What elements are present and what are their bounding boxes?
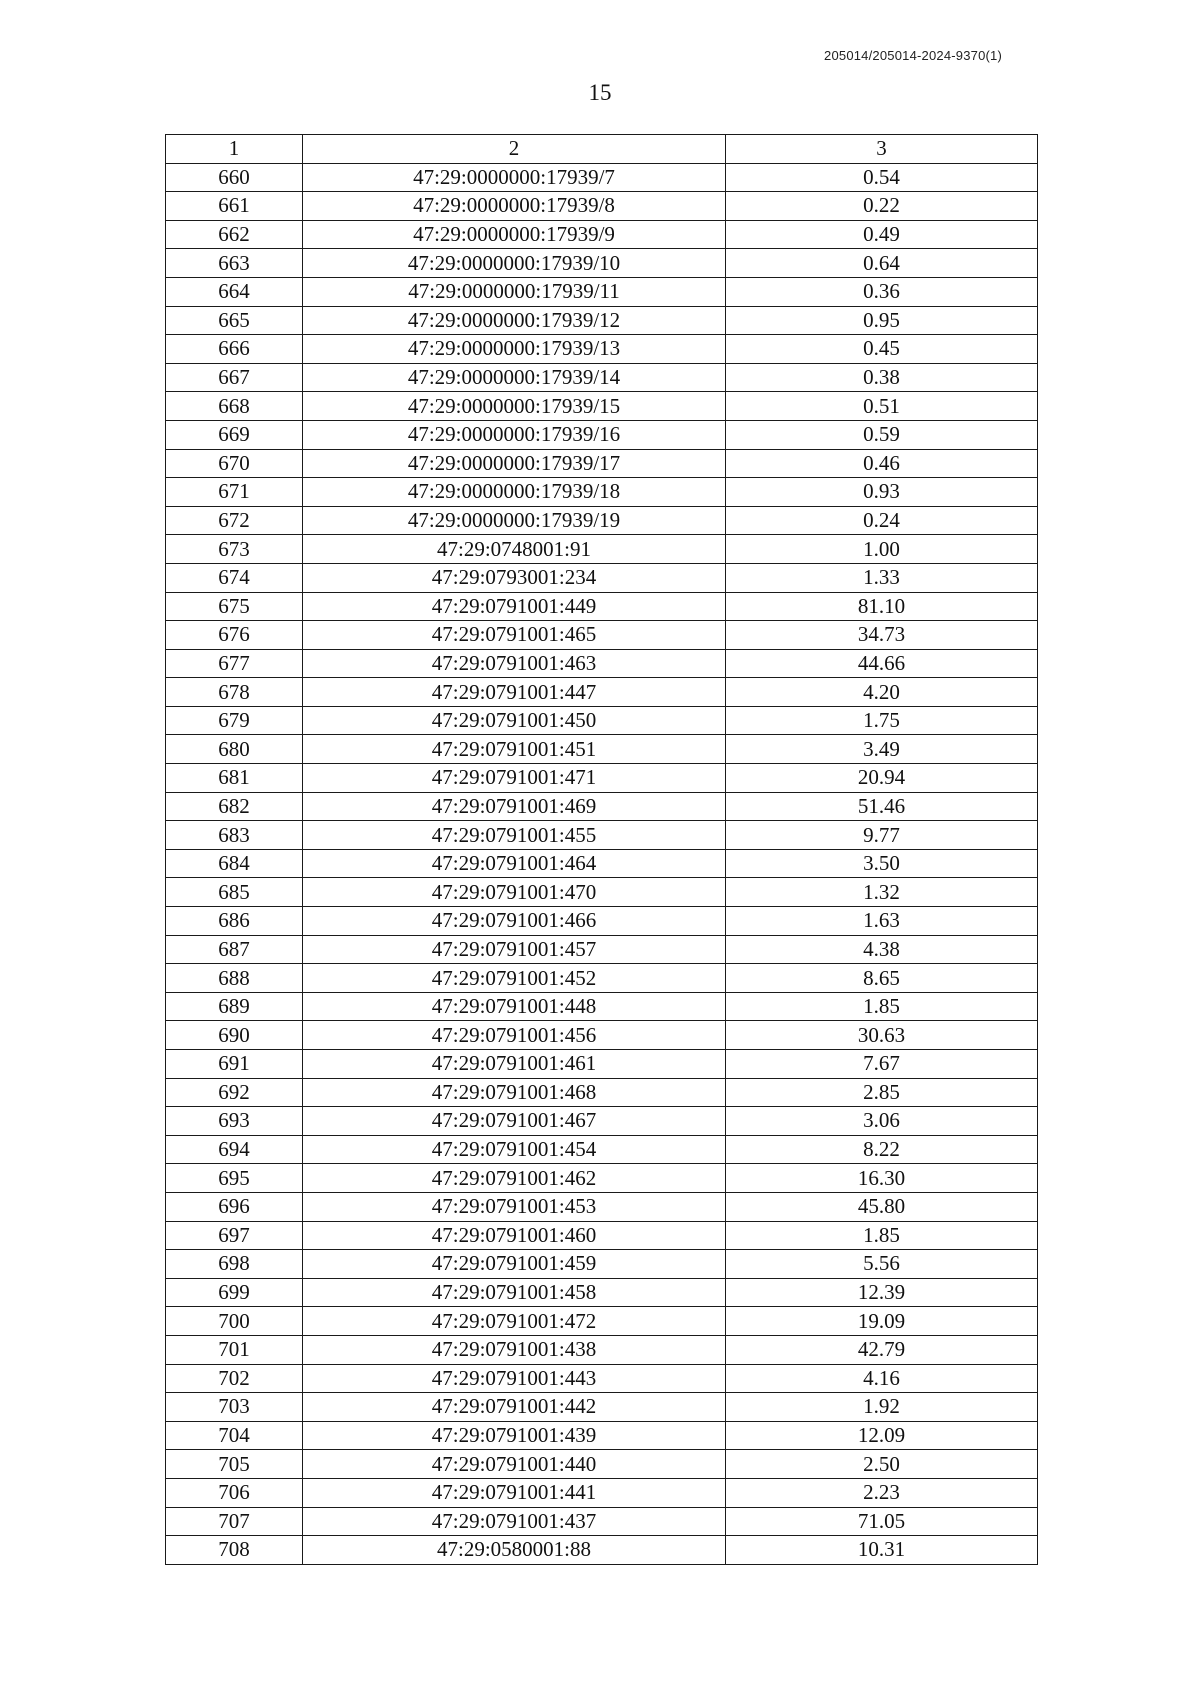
- table-row: [166, 621, 1038, 650]
- row-number-cell: 694: [166, 1135, 303, 1164]
- row-number-cell: 677: [166, 649, 303, 678]
- table-row: [166, 1478, 1038, 1507]
- cadastral-number-cell: 47:29:0791001:450: [303, 706, 726, 735]
- row-number-cell: 695: [166, 1164, 303, 1193]
- area-cell: 4.38: [726, 935, 1038, 964]
- row-number-cell: 700: [166, 1307, 303, 1336]
- table-row: [166, 878, 1038, 907]
- area-cell: 1.32: [726, 878, 1038, 907]
- area-cell: 1.85: [726, 992, 1038, 1021]
- cadastral-number-cell: 47:29:0791001:449: [303, 592, 726, 621]
- cadastral-number-cell: 47:29:0791001:437: [303, 1507, 726, 1536]
- table-row: [166, 249, 1038, 278]
- row-number-cell: 679: [166, 706, 303, 735]
- area-cell: 3.50: [726, 849, 1038, 878]
- table-row: [166, 1307, 1038, 1336]
- area-cell: 1.00: [726, 535, 1038, 564]
- table-row: [166, 335, 1038, 364]
- cadastral-number-cell: 47:29:0000000:17939/16: [303, 420, 726, 449]
- table-row: [166, 1135, 1038, 1164]
- area-cell: 34.73: [726, 621, 1038, 650]
- cadastral-number-cell: 47:29:0791001:470: [303, 878, 726, 907]
- table-row: [166, 220, 1038, 249]
- cadastral-number-cell: 47:29:0791001:460: [303, 1221, 726, 1250]
- column-header-number: 1: [166, 135, 303, 164]
- table-row: [166, 592, 1038, 621]
- row-number-cell: 696: [166, 1192, 303, 1221]
- table-row: [166, 1050, 1038, 1079]
- row-number-cell: 697: [166, 1221, 303, 1250]
- cadastral-number-cell: 47:29:0791001:469: [303, 792, 726, 821]
- cadastral-number-cell: 47:29:0791001:440: [303, 1450, 726, 1479]
- table-header-row: [166, 135, 1038, 164]
- table-row: [166, 1021, 1038, 1050]
- column-header-cadastral-number: 2: [303, 135, 726, 164]
- cadastral-number-cell: 47:29:0000000:17939/17: [303, 449, 726, 478]
- row-number-cell: 687: [166, 935, 303, 964]
- area-cell: 10.31: [726, 1536, 1038, 1565]
- row-number-cell: 691: [166, 1050, 303, 1079]
- area-cell: 0.93: [726, 478, 1038, 507]
- area-cell: 19.09: [726, 1307, 1038, 1336]
- cadastral-number-cell: 47:29:0000000:17939/10: [303, 249, 726, 278]
- table-row: [166, 277, 1038, 306]
- row-number-cell: 662: [166, 220, 303, 249]
- table-row: [166, 1164, 1038, 1193]
- area-cell: 5.56: [726, 1250, 1038, 1279]
- area-cell: 4.16: [726, 1364, 1038, 1393]
- parcel-table: [165, 134, 1038, 1565]
- cadastral-number-cell: 47:29:0000000:17939/18: [303, 478, 726, 507]
- cadastral-number-cell: 47:29:0791001:464: [303, 849, 726, 878]
- area-cell: 0.59: [726, 420, 1038, 449]
- cadastral-number-cell: 47:29:0000000:17939/8: [303, 192, 726, 221]
- table-row: [166, 563, 1038, 592]
- cadastral-number-cell: 47:29:0791001:439: [303, 1421, 726, 1450]
- row-number-cell: 667: [166, 363, 303, 392]
- table-row: [166, 1393, 1038, 1422]
- area-cell: 81.10: [726, 592, 1038, 621]
- table-row: [166, 907, 1038, 936]
- row-number-cell: 680: [166, 735, 303, 764]
- area-cell: 30.63: [726, 1021, 1038, 1050]
- area-cell: 0.51: [726, 392, 1038, 421]
- row-number-cell: 688: [166, 964, 303, 993]
- cadastral-number-cell: 47:29:0791001:452: [303, 964, 726, 993]
- table-body: [166, 163, 1038, 1564]
- area-cell: 0.36: [726, 277, 1038, 306]
- table-row: [166, 792, 1038, 821]
- cadastral-number-cell: 47:29:0791001:463: [303, 649, 726, 678]
- row-number-cell: 682: [166, 792, 303, 821]
- row-number-cell: 683: [166, 821, 303, 850]
- row-number-cell: 681: [166, 764, 303, 793]
- area-cell: 1.85: [726, 1221, 1038, 1250]
- table-row: [166, 1221, 1038, 1250]
- row-number-cell: 686: [166, 907, 303, 936]
- cadastral-number-cell: 47:29:0791001:441: [303, 1478, 726, 1507]
- table-row: [166, 764, 1038, 793]
- row-number-cell: 670: [166, 449, 303, 478]
- table-row: [166, 964, 1038, 993]
- area-cell: 0.95: [726, 306, 1038, 335]
- row-number-cell: 663: [166, 249, 303, 278]
- row-number-cell: 666: [166, 335, 303, 364]
- area-cell: 0.64: [726, 249, 1038, 278]
- cadastral-number-cell: 47:29:0791001:447: [303, 678, 726, 707]
- row-number-cell: 685: [166, 878, 303, 907]
- cadastral-number-cell: 47:29:0793001:234: [303, 563, 726, 592]
- cadastral-number-cell: 47:29:0791001:465: [303, 621, 726, 650]
- area-cell: 0.45: [726, 335, 1038, 364]
- cadastral-number-cell: 47:29:0791001:458: [303, 1278, 726, 1307]
- area-cell: 2.85: [726, 1078, 1038, 1107]
- cadastral-number-cell: 47:29:0791001:451: [303, 735, 726, 764]
- area-cell: 8.22: [726, 1135, 1038, 1164]
- table-row: [166, 1250, 1038, 1279]
- table-row: [166, 1364, 1038, 1393]
- cadastral-number-cell: 47:29:0791001:467: [303, 1107, 726, 1136]
- row-number-cell: 684: [166, 849, 303, 878]
- cadastral-number-cell: 47:29:0791001:459: [303, 1250, 726, 1279]
- table-row: [166, 449, 1038, 478]
- cadastral-number-cell: 47:29:0580001:88: [303, 1536, 726, 1565]
- area-cell: 3.06: [726, 1107, 1038, 1136]
- area-cell: 0.24: [726, 506, 1038, 535]
- cadastral-number-cell: 47:29:0000000:17939/11: [303, 277, 726, 306]
- area-cell: 0.38: [726, 363, 1038, 392]
- cadastral-number-cell: 47:29:0791001:454: [303, 1135, 726, 1164]
- table-row: [166, 363, 1038, 392]
- table-row: [166, 935, 1038, 964]
- area-cell: 71.05: [726, 1507, 1038, 1536]
- cadastral-number-cell: 47:29:0791001:442: [303, 1393, 726, 1422]
- area-cell: 8.65: [726, 964, 1038, 993]
- table-row: [166, 1536, 1038, 1565]
- row-number-cell: 703: [166, 1393, 303, 1422]
- cadastral-number-cell: 47:29:0791001:456: [303, 1021, 726, 1050]
- cadastral-number-cell: 47:29:0791001:457: [303, 935, 726, 964]
- area-cell: 0.54: [726, 163, 1038, 192]
- document-id: 205014/205014-2024-9370(1): [824, 48, 1002, 63]
- cadastral-number-cell: 47:29:0000000:17939/7: [303, 163, 726, 192]
- cadastral-number-cell: 47:29:0000000:17939/19: [303, 506, 726, 535]
- table-row: [166, 849, 1038, 878]
- cadastral-number-cell: 47:29:0791001:438: [303, 1335, 726, 1364]
- area-cell: 1.92: [726, 1393, 1038, 1422]
- cadastral-number-cell: 47:29:0748001:91: [303, 535, 726, 564]
- row-number-cell: 669: [166, 420, 303, 449]
- cadastral-number-cell: 47:29:0000000:17939/14: [303, 363, 726, 392]
- row-number-cell: 693: [166, 1107, 303, 1136]
- cadastral-number-cell: 47:29:0791001:448: [303, 992, 726, 1021]
- area-cell: 44.66: [726, 649, 1038, 678]
- area-cell: 0.49: [726, 220, 1038, 249]
- table-row: [166, 1192, 1038, 1221]
- row-number-cell: 692: [166, 1078, 303, 1107]
- cadastral-number-cell: 47:29:0791001:453: [303, 1192, 726, 1221]
- table-row: [166, 1278, 1038, 1307]
- table-row: [166, 1335, 1038, 1364]
- area-cell: 45.80: [726, 1192, 1038, 1221]
- row-number-cell: 705: [166, 1450, 303, 1479]
- area-cell: 9.77: [726, 821, 1038, 850]
- area-cell: 12.39: [726, 1278, 1038, 1307]
- area-cell: 2.50: [726, 1450, 1038, 1479]
- cadastral-number-cell: 47:29:0791001:455: [303, 821, 726, 850]
- table-row: [166, 192, 1038, 221]
- table-row: [166, 392, 1038, 421]
- table-row: [166, 706, 1038, 735]
- cadastral-number-cell: 47:29:0791001:443: [303, 1364, 726, 1393]
- table-row: [166, 678, 1038, 707]
- area-cell: 1.63: [726, 907, 1038, 936]
- table-row: [166, 735, 1038, 764]
- row-number-cell: 698: [166, 1250, 303, 1279]
- cadastral-number-cell: 47:29:0791001:472: [303, 1307, 726, 1336]
- row-number-cell: 660: [166, 163, 303, 192]
- table-row: [166, 478, 1038, 507]
- row-number-cell: 668: [166, 392, 303, 421]
- area-cell: 1.75: [726, 706, 1038, 735]
- row-number-cell: 701: [166, 1335, 303, 1364]
- area-cell: 0.46: [726, 449, 1038, 478]
- table-row: [166, 649, 1038, 678]
- cadastral-number-cell: 47:29:0791001:466: [303, 907, 726, 936]
- table-row: [166, 420, 1038, 449]
- area-cell: 4.20: [726, 678, 1038, 707]
- row-number-cell: 672: [166, 506, 303, 535]
- row-number-cell: 674: [166, 563, 303, 592]
- cadastral-number-cell: 47:29:0000000:17939/15: [303, 392, 726, 421]
- row-number-cell: 675: [166, 592, 303, 621]
- table-row: [166, 821, 1038, 850]
- row-number-cell: 689: [166, 992, 303, 1021]
- area-cell: 1.33: [726, 563, 1038, 592]
- cadastral-number-cell: 47:29:0791001:468: [303, 1078, 726, 1107]
- row-number-cell: 671: [166, 478, 303, 507]
- area-cell: 0.22: [726, 192, 1038, 221]
- area-cell: 12.09: [726, 1421, 1038, 1450]
- row-number-cell: 699: [166, 1278, 303, 1307]
- cadastral-number-cell: 47:29:0791001:471: [303, 764, 726, 793]
- area-cell: 16.30: [726, 1164, 1038, 1193]
- table-row: [166, 1507, 1038, 1536]
- cadastral-number-cell: 47:29:0000000:17939/9: [303, 220, 726, 249]
- page-number: 15: [588, 80, 612, 105]
- table-row: [166, 1107, 1038, 1136]
- table-row: [166, 506, 1038, 535]
- row-number-cell: 704: [166, 1421, 303, 1450]
- column-header-area: 3: [726, 135, 1038, 164]
- table-row: [166, 1421, 1038, 1450]
- area-cell: 20.94: [726, 764, 1038, 793]
- cadastral-number-cell: 47:29:0791001:462: [303, 1164, 726, 1193]
- cadastral-number-cell: 47:29:0791001:461: [303, 1050, 726, 1079]
- row-number-cell: 673: [166, 535, 303, 564]
- row-number-cell: 665: [166, 306, 303, 335]
- row-number-cell: 690: [166, 1021, 303, 1050]
- row-number-cell: 678: [166, 678, 303, 707]
- row-number-cell: 708: [166, 1536, 303, 1565]
- row-number-cell: 702: [166, 1364, 303, 1393]
- area-cell: 51.46: [726, 792, 1038, 821]
- row-number-cell: 661: [166, 192, 303, 221]
- table-row: [166, 992, 1038, 1021]
- row-number-cell: 706: [166, 1478, 303, 1507]
- table-row: [166, 163, 1038, 192]
- area-cell: 42.79: [726, 1335, 1038, 1364]
- row-number-cell: 664: [166, 277, 303, 306]
- table-row: [166, 1450, 1038, 1479]
- area-cell: 7.67: [726, 1050, 1038, 1079]
- cadastral-number-cell: 47:29:0000000:17939/13: [303, 335, 726, 364]
- table-row: [166, 535, 1038, 564]
- cadastral-number-cell: 47:29:0000000:17939/12: [303, 306, 726, 335]
- table-row: [166, 1078, 1038, 1107]
- area-cell: 3.49: [726, 735, 1038, 764]
- row-number-cell: 676: [166, 621, 303, 650]
- table-row: [166, 306, 1038, 335]
- area-cell: 2.23: [726, 1478, 1038, 1507]
- row-number-cell: 707: [166, 1507, 303, 1536]
